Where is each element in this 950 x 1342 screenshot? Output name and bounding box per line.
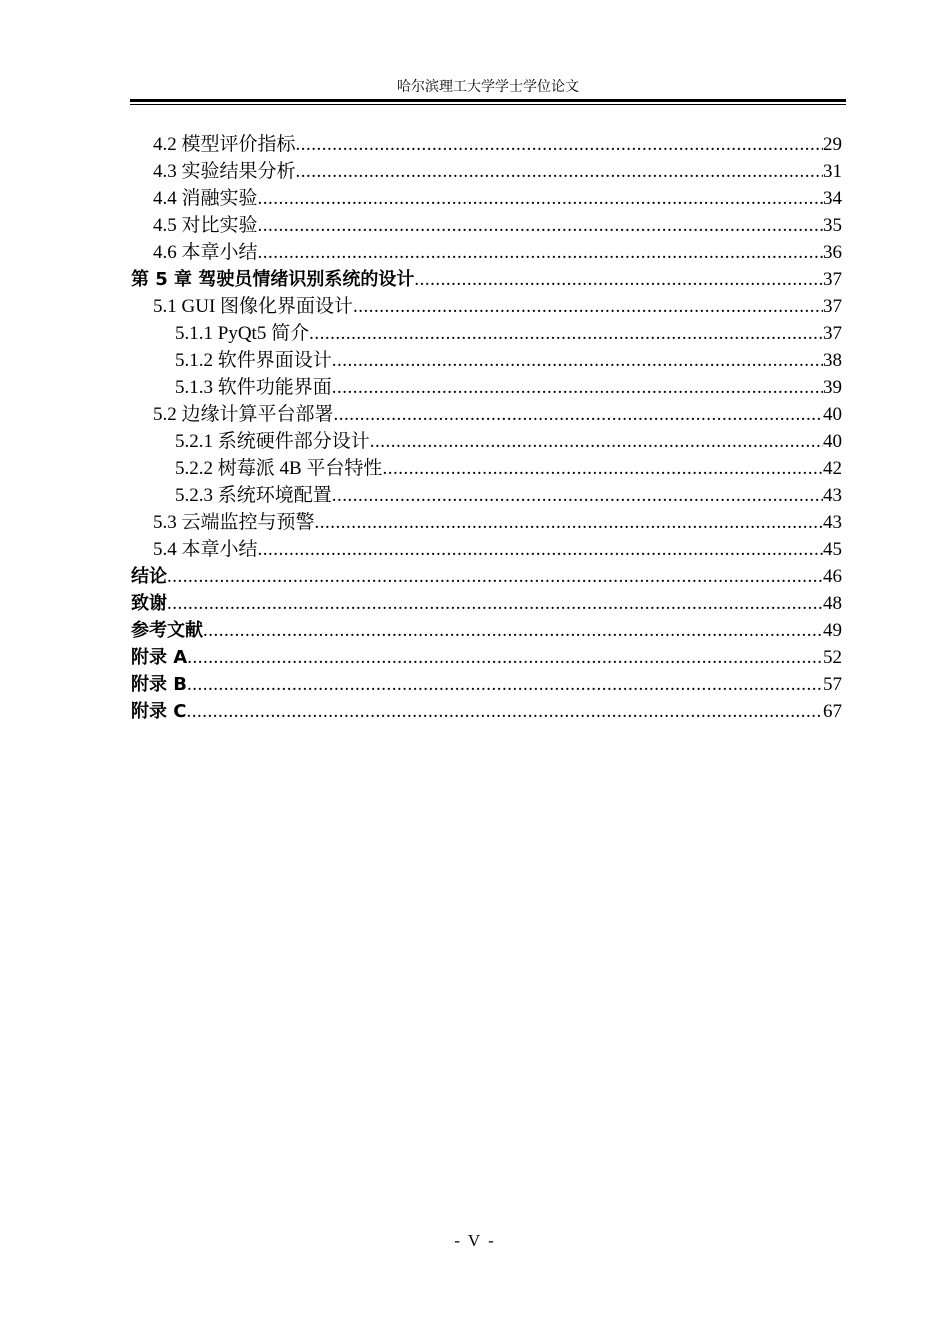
toc-entry-page: 45 (823, 539, 842, 560)
toc-entry-title: 致谢 (131, 593, 167, 614)
toc-entry-title: 附录 A (131, 647, 188, 668)
toc-leader-dots (332, 482, 823, 509)
toc-leader-dots (167, 563, 823, 590)
toc-entry[interactable] (131, 563, 842, 590)
toc-entry-title: 附录 B (131, 674, 187, 695)
toc-entry-title: 4.6 本章小结 (153, 242, 258, 263)
toc-leader-dots (296, 131, 823, 158)
toc-entry[interactable] (131, 644, 842, 671)
header-rule-thin (130, 104, 846, 105)
toc-entry-page: 43 (823, 512, 842, 533)
toc-leader-dots (258, 185, 823, 212)
toc-leader-dots (334, 401, 823, 428)
toc-entry-title: 5.2 边缘计算平台部署 (153, 404, 334, 425)
toc-entry[interactable] (131, 428, 842, 455)
toc-leader-dots (167, 590, 823, 617)
toc-entry[interactable] (131, 590, 842, 617)
toc-entry-page: 67 (823, 701, 842, 722)
toc-entry[interactable] (131, 239, 842, 266)
toc-entry[interactable] (131, 401, 842, 428)
toc-entry-title: 5.2.1 系统硬件部分设计 (175, 431, 370, 452)
toc-entry-page: 31 (823, 161, 842, 182)
toc-entry[interactable] (131, 266, 842, 293)
toc-leader-dots (258, 536, 823, 563)
toc-entry[interactable] (131, 212, 842, 239)
toc-entry-page: 39 (823, 377, 842, 398)
toc-leader-dots (315, 509, 823, 536)
table-of-contents (131, 131, 842, 725)
toc-leader-dots (382, 455, 823, 482)
toc-entry-page: 40 (823, 404, 842, 425)
toc-entry[interactable] (131, 536, 842, 563)
toc-leader-dots (187, 671, 823, 698)
header-rule-thick (130, 99, 846, 102)
toc-entry[interactable] (131, 185, 842, 212)
toc-entry-page: 42 (823, 458, 842, 479)
toc-entry-page: 37 (823, 323, 842, 344)
toc-entry-page: 38 (823, 350, 842, 371)
toc-entry-title: 4.4 消融实验 (153, 188, 258, 209)
toc-entry-page: 49 (823, 620, 842, 641)
toc-entry[interactable] (131, 347, 842, 374)
toc-entry-title: 5.1.2 软件界面设计 (175, 350, 332, 371)
toc-entry-page: 34 (823, 188, 842, 209)
toc-entry-title: 4.5 对比实验 (153, 215, 258, 236)
toc-entry-page: 29 (823, 134, 842, 155)
toc-entry-title: 5.1.3 软件功能界面 (175, 377, 332, 398)
toc-entry[interactable] (131, 482, 842, 509)
toc-entry-title: 附录 C (131, 701, 187, 722)
toc-leader-dots (186, 698, 823, 725)
toc-leader-dots (332, 347, 823, 374)
page-number: - V - (454, 1231, 496, 1250)
toc-entry-title: 4.2 模型评价指标 (153, 134, 296, 155)
toc-entry-page: 35 (823, 215, 842, 236)
toc-entry[interactable] (131, 131, 842, 158)
toc-entry[interactable] (131, 374, 842, 401)
toc-entry-page: 52 (823, 647, 842, 668)
toc-entry-page: 43 (823, 485, 842, 506)
toc-entry[interactable] (131, 455, 842, 482)
toc-entry-title: 结论 (131, 566, 167, 587)
toc-leader-dots (414, 266, 823, 293)
toc-entry-title: 4.3 实验结果分析 (153, 161, 296, 182)
toc-entry[interactable] (131, 158, 842, 185)
toc-entry-title: 5.3 云端监控与预警 (153, 512, 315, 533)
toc-entry[interactable] (131, 320, 842, 347)
toc-leader-dots (203, 617, 823, 644)
toc-entry-page: 57 (823, 674, 842, 695)
toc-entry-title: 5.1.1 PyQt5 简介 (175, 323, 310, 344)
toc-entry-title: 参考文献 (131, 620, 203, 641)
toc-entry-page: 36 (823, 242, 842, 263)
toc-entry-page: 46 (823, 566, 842, 587)
toc-leader-dots (258, 212, 823, 239)
toc-entry-page: 37 (823, 269, 842, 290)
toc-entry[interactable] (131, 671, 842, 698)
toc-entry-page: 37 (823, 296, 842, 317)
toc-entry-page: 48 (823, 593, 842, 614)
toc-leader-dots (187, 644, 823, 671)
toc-entry[interactable] (131, 698, 842, 725)
toc-entry[interactable] (131, 617, 842, 644)
toc-leader-dots (332, 374, 823, 401)
toc-leader-dots (296, 158, 823, 185)
toc-entry-title: 第 5 章 驾驶员情绪识别系统的设计 (131, 269, 415, 290)
toc-entry-page: 40 (823, 431, 842, 452)
toc-entry-title: 5.2.3 系统环境配置 (175, 485, 332, 506)
toc-entry-title: 5.4 本章小结 (153, 539, 258, 560)
toc-leader-dots (370, 428, 823, 455)
toc-leader-dots (309, 320, 823, 347)
toc-entry-title: 5.2.2 树莓派 4B 平台特性 (175, 458, 383, 479)
toc-entry-title: 5.1 GUI 图像化界面设计 (153, 296, 354, 317)
page-header: 哈尔滨理工大学学士学位论文 (397, 80, 579, 95)
toc-entry[interactable] (131, 293, 842, 320)
toc-entry[interactable] (131, 509, 842, 536)
toc-leader-dots (258, 239, 823, 266)
toc-leader-dots (353, 293, 823, 320)
